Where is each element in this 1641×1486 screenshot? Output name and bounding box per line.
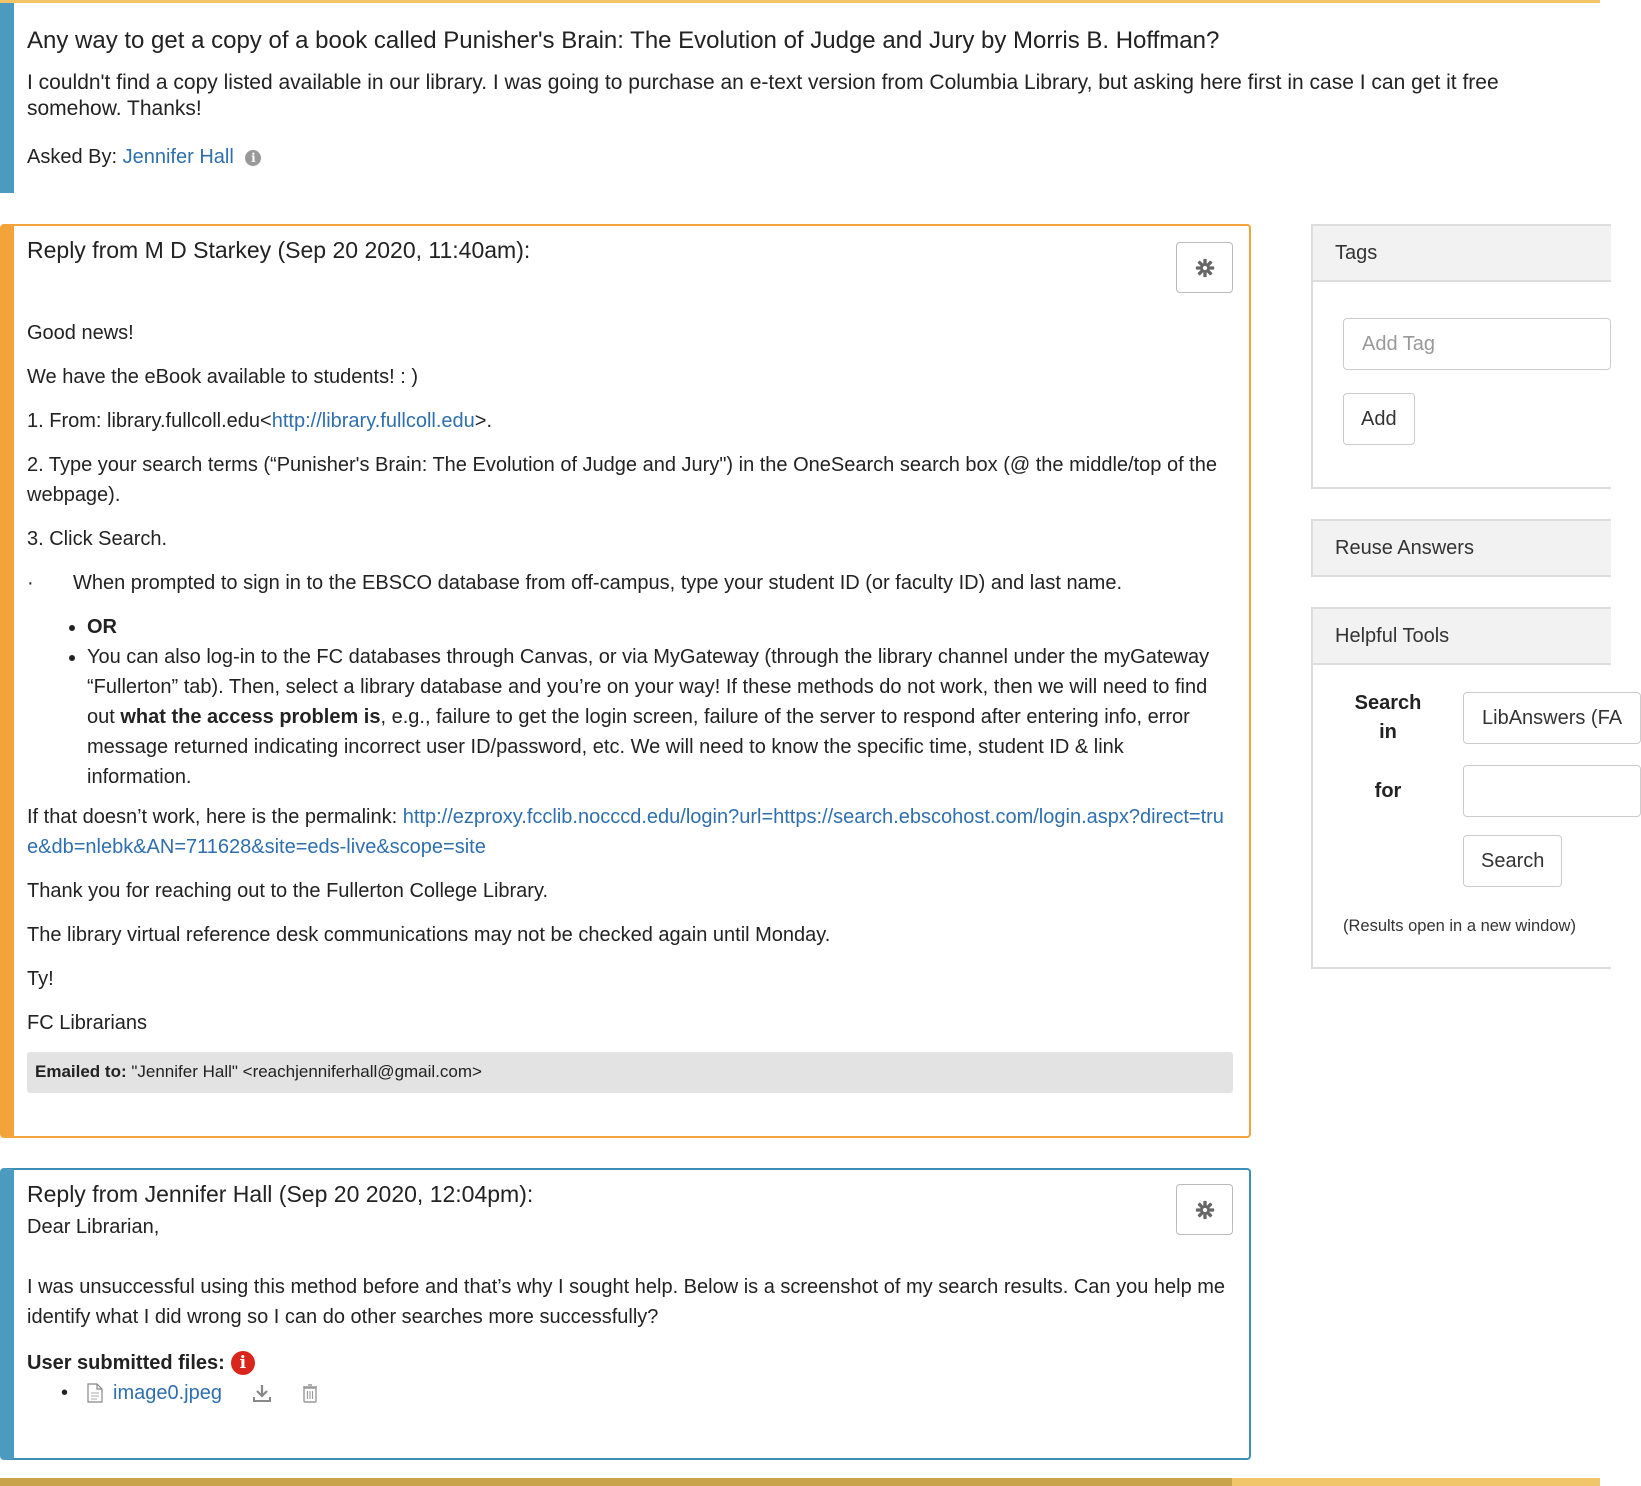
for-label: for [1374, 779, 1402, 802]
file-link[interactable]: • image0.jpeg [113, 1381, 222, 1404]
ty-line: Ty! [27, 967, 54, 990]
asked-by-label: Asked By: [27, 146, 118, 169]
emailed-label: Emailed to: [35, 1061, 127, 1081]
reply-greeting: Good news! [27, 321, 134, 344]
step-1-text: 1. From: library.fullcoll.edu< [27, 409, 272, 432]
submitted-files-heading [27, 1348, 1233, 1378]
reuse-answers-panel[interactable] [1311, 519, 1611, 577]
bottom-accent-bar-right [1232, 1478, 1600, 1486]
search-button[interactable]: Search [1463, 835, 1562, 887]
question-title: Any way to get a copy of a book called Punisher's Brain: The Evolution of Judge and Jury by Morris B. Hoffman? [27, 27, 1220, 54]
permalink-para [27, 802, 1233, 862]
reply-title: Reply from M D Starkey (Sep 20 2020, 11:40am): [27, 237, 531, 263]
list-item [87, 642, 1233, 792]
submitted-files-label: User submitted files: [27, 1351, 225, 1374]
results-note: (Results open in a new window) [1343, 917, 1576, 935]
search-for-input[interactable] [1463, 765, 1641, 817]
sign-in-prompt-text: When prompted to sign in to the EBSCO database from off-campus, type your student ID (or faculty ID) and last name. [73, 571, 1123, 594]
bullet-marker: · [27, 571, 34, 594]
notice-line: The library virtual reference desk communications may not be checked again until Monday. [27, 923, 831, 946]
step-3: 3. Click Search. [27, 527, 168, 550]
search-in-select[interactable]: LibAnswers (FA [1463, 692, 1641, 744]
sign-in-prompt [27, 568, 1233, 598]
reply-greeting: Dear Librarian, [27, 1215, 160, 1238]
asked-by [27, 143, 1580, 172]
or-label: OR [87, 615, 117, 638]
list-item [87, 612, 1233, 642]
add-tag-button[interactable]: Add [1343, 393, 1415, 445]
step-2: 2. Type your search terms (“Punisher's Brain: The Evolution of Judge and Jury") in the OneSearch search box (@ the middle/top of the webpage). [27, 453, 1217, 506]
reply-settings-button[interactable] [1176, 242, 1233, 293]
reply-body [27, 1212, 1233, 1408]
gear-icon [1195, 258, 1215, 278]
trash-icon[interactable] [302, 1383, 318, 1403]
tags-panel-body [1313, 282, 1611, 487]
asker-name-link[interactable]: Jennifer Hall [122, 146, 234, 169]
list-item [87, 1378, 1233, 1408]
reply-body [27, 318, 1233, 1093]
alt-text-2: , e.g., failure to get the login screen, failure of the server to respond after entering info, error message returned indicating incorrect user ID/password, etc. We will need to know the specific time, student ID & link information. [87, 705, 1190, 788]
info-icon[interactable]: i [231, 1351, 255, 1375]
helpful-tools-panel [1311, 607, 1623, 969]
helpful-tools-title: Helpful Tools [1313, 609, 1611, 665]
question-panel [0, 3, 1600, 193]
alt-bold: what the access problem is [120, 705, 381, 728]
reuse-answers-title[interactable]: Reuse Answers [1313, 521, 1611, 575]
step-1-suffix: >. [474, 409, 493, 432]
tags-panel-title: Tags [1313, 226, 1611, 282]
add-tag-input[interactable]: Add Tag [1343, 318, 1611, 370]
reply-card [0, 1168, 1251, 1460]
emailed-value: "Jennifer Hall" <reachjenniferhall@gmail.com> [131, 1061, 482, 1081]
permalink-prefix: If that doesn’t work, here is the permalink: [27, 805, 403, 828]
add-tag-row [1343, 393, 1611, 445]
document-icon [87, 1383, 103, 1403]
thanks-line: Thank you for reaching out to the Fullerton College Library. [27, 879, 549, 902]
signature: FC Librarians [27, 1011, 148, 1034]
file-list [27, 1378, 1233, 1408]
download-icon[interactable] [252, 1383, 272, 1403]
info-icon[interactable]: i [245, 150, 261, 166]
question-body: I couldn't find a copy listed available in our library. I was going to purchase an e-text version from Columbia Library, but asking here first in case I can get it free somehow. Thanks! [27, 71, 1499, 120]
gear-icon [1195, 1200, 1215, 1220]
search-button-row [1463, 835, 1641, 887]
tags-panel [1311, 224, 1611, 489]
helpful-tools-body [1313, 665, 1623, 967]
reply-title: Reply from Jennifer Hall (Sep 20 2020, 12:04pm): [27, 1181, 534, 1207]
alt-text-1: You can also log-in to the FC databases through Canvas, or via MyGateway (through the library channel under the myGateway “Fullerton” tab). Then, select a library database and you’re on your way! If these methods do not work, then we will need to find out [87, 645, 1210, 728]
library-link[interactable]: http://library.fullcoll.edu [271, 409, 475, 432]
tools-form [1343, 689, 1623, 887]
emailed-to-bar [27, 1052, 1233, 1093]
alternatives-list [27, 612, 1233, 792]
search-in-label: Search in [1354, 692, 1422, 743]
step-1 [27, 406, 1233, 436]
reply-settings-button[interactable] [1176, 1184, 1233, 1235]
reply-text: I was unsuccessful using this method before and that’s why I sought help. Below is a screenshot of my search results. Can you help me identify what I did wrong so I can do other searches more successfully? [27, 1275, 1226, 1328]
reply-line: We have the eBook available to students! : ) [27, 365, 418, 388]
reply-card [0, 224, 1251, 1138]
sidebar [1311, 224, 1623, 999]
permalink-link[interactable]: http://ezproxy.fcclib.nocccd.edu/login?url=https://search.ebscohost.com/login.aspx?direct=true&db=nlebk&AN=711628&site=eds-live&scope=site [27, 805, 1224, 858]
